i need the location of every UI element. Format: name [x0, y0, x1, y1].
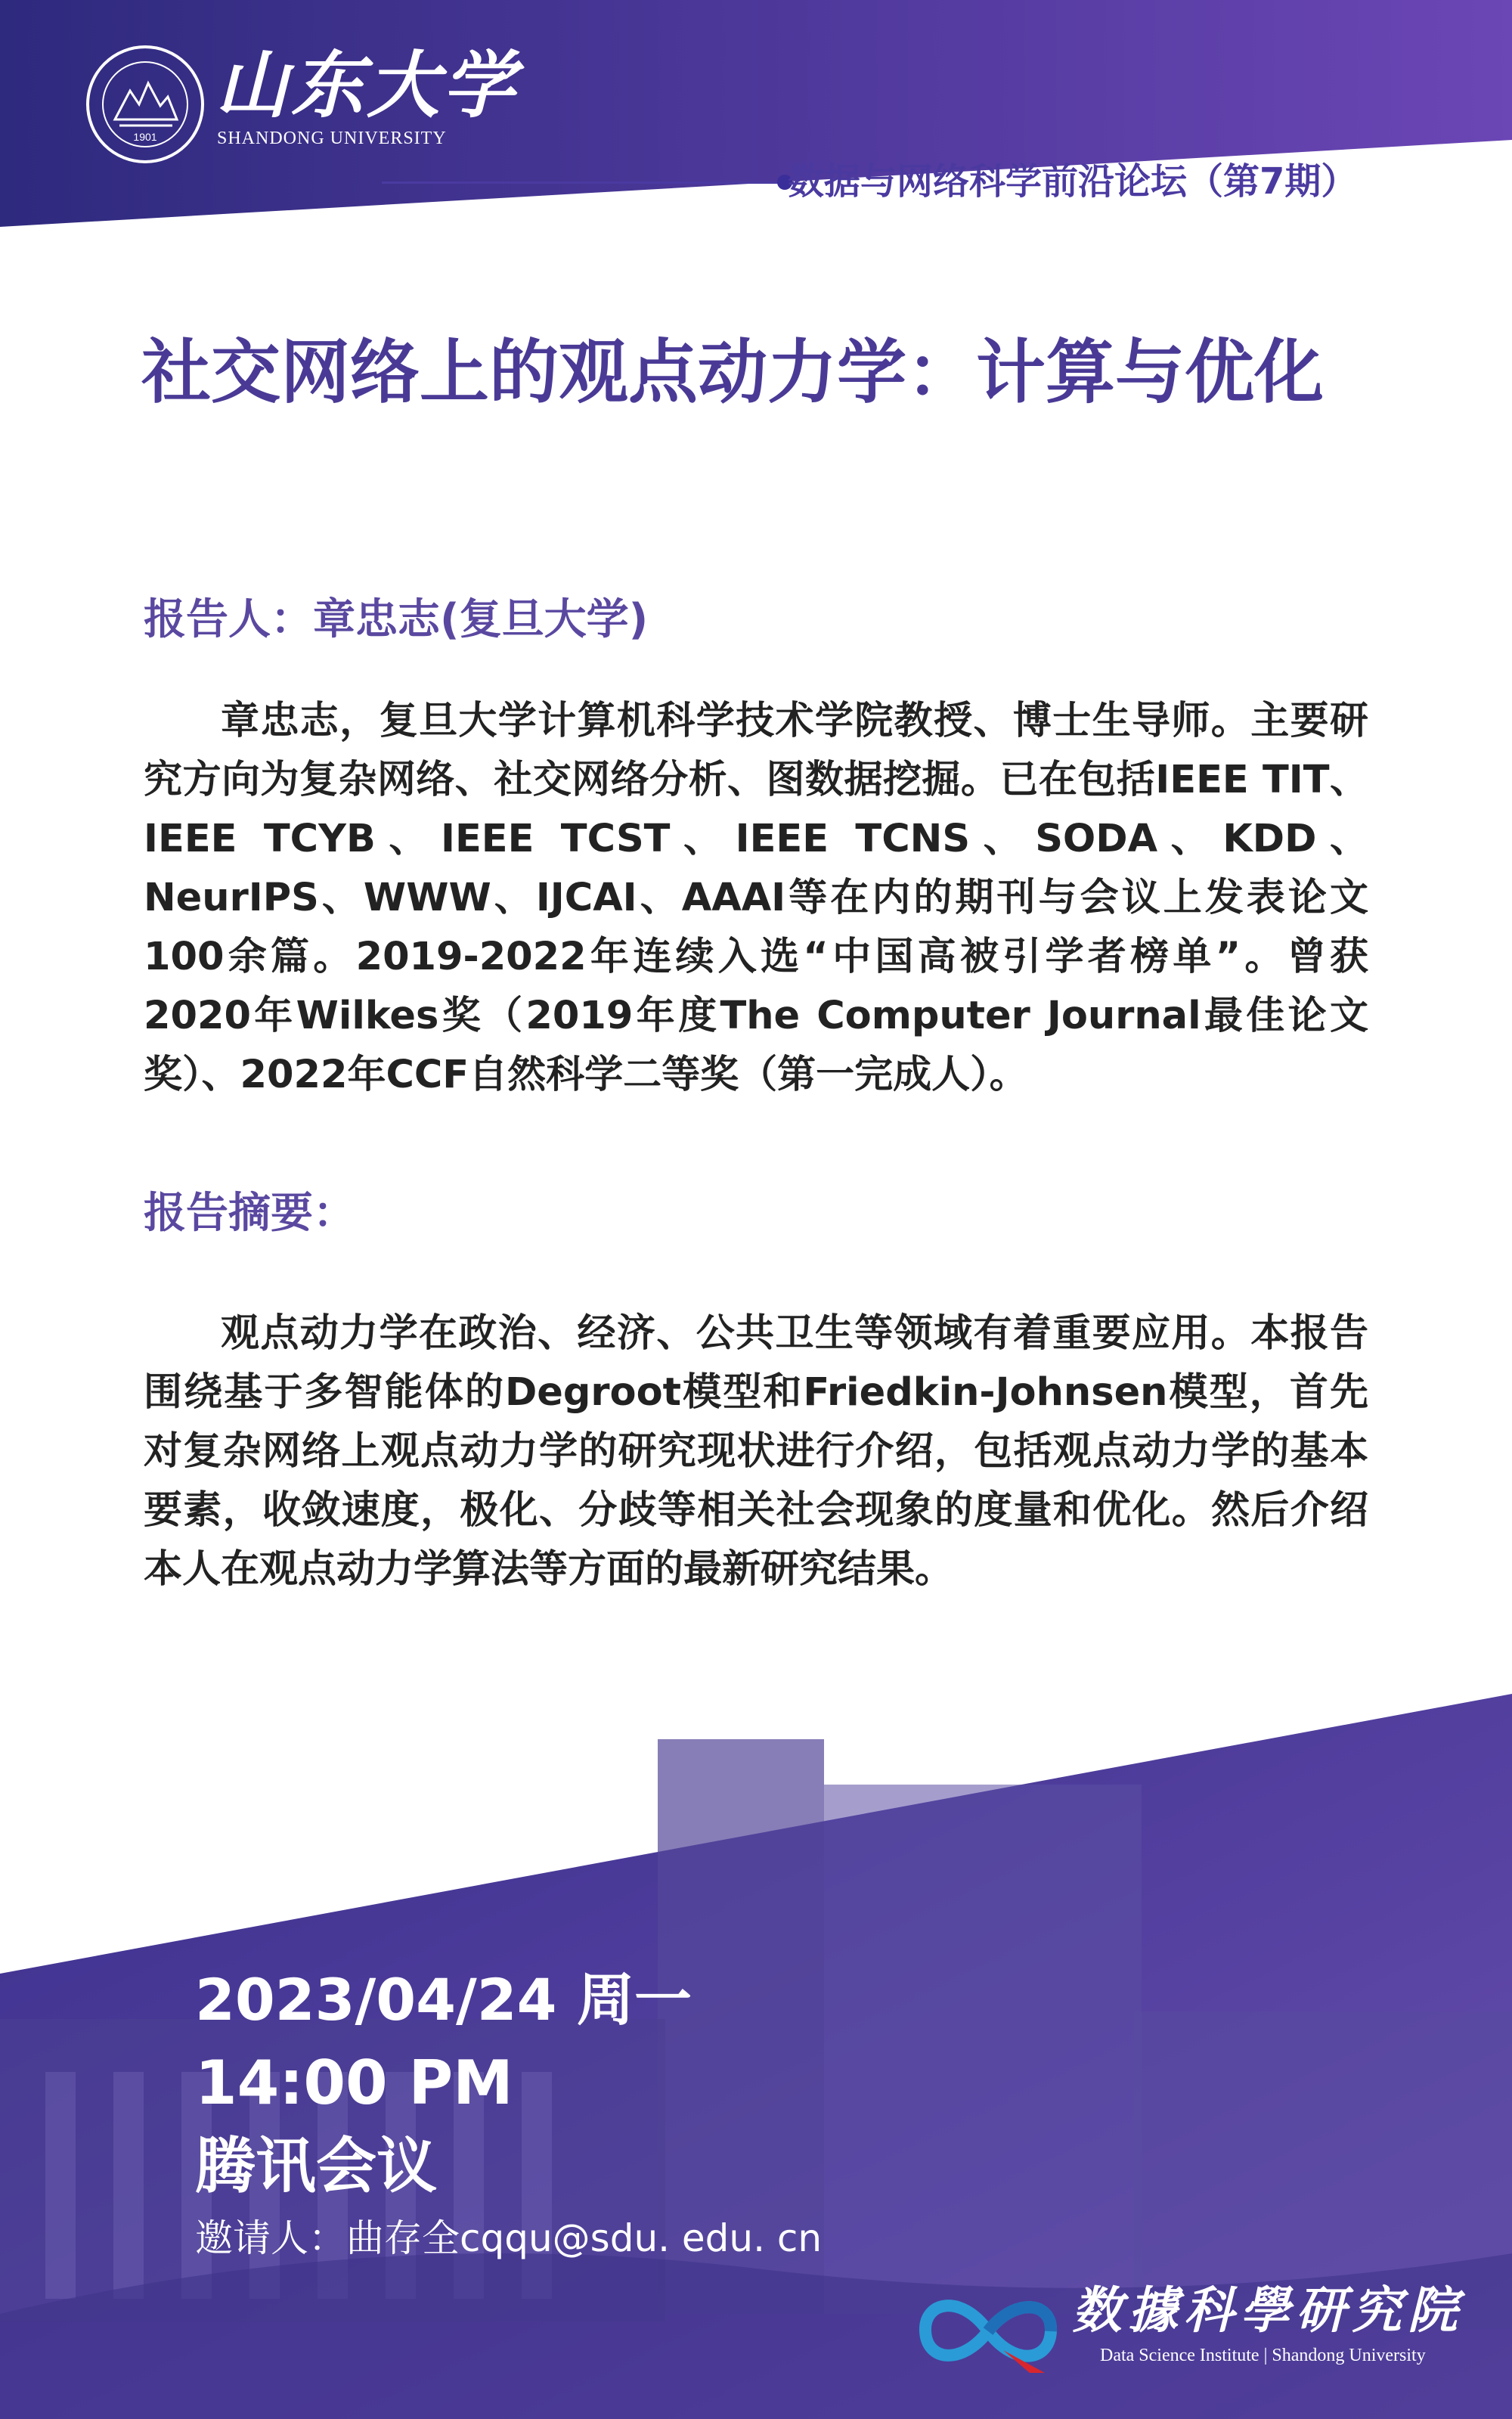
event-venue: 腾讯会议 — [195, 2131, 437, 2201]
abstract-heading: 报告摘要： — [144, 1189, 355, 1238]
speaker-bio: 章忠志，复旦大学计算机科学技术学院教授、博士生导师。主要研究方向为复杂网络、社交网络分析、图数据挖掘。已在包括IEEE TIT、IEEE TCYB、IEEE TCST、IEEE TCNS、SODA、KDD、NeurIPS、WWW、IJCAI、AAAI等在内的期刊与会议上发表论文100余篇。2019-2022年连续入选“中国高被引学者榜单”。曾获2020年Wilkes奖（2019年度The Computer Journal最佳论文奖）、2022年CCF自然科学二等奖（第一完成人）。 — [144, 699, 1368, 1097]
event-date: 2023/04/24 周一 — [195, 1966, 692, 2033]
event-time: 14:00 PM — [195, 2048, 513, 2118]
university-name-cn: 山东大学 — [215, 42, 518, 128]
university-name-en: SHANDONG UNIVERSITY — [217, 129, 447, 148]
event-inviter: 邀请人：曲存全cqqu@sdu. edu. cn — [195, 2216, 823, 2260]
forum-title: 数据与网络科学前沿论坛（第7期） — [788, 160, 1358, 203]
data-science-institute-logo — [916, 2282, 1060, 2380]
abstract-text: 观点动力学在政治、经济、公共卫生等领域有着重要应用。本报告围绕基于多智能体的Degroot模型和Friedkin-Johnsen模型，首先对复杂网络上观点动力学的研究现状进行介绍，包括观点动力学的基本要素，收敛速度，极化、分歧等相关社会现象的度量和优化。然后介绍本人在观点动力学算法等方面的最新研究结果。 — [144, 1311, 1368, 1592]
seal-year: 1901 — [133, 131, 157, 143]
speaker-heading: 报告人：章忠志(复旦大学) — [144, 595, 649, 644]
university-seal-logo — [85, 44, 206, 165]
institute-name-en: Data Science Institute | Shandong University — [1100, 2346, 1426, 2365]
institute-name-cn: 数據科學研究院 — [1072, 2281, 1464, 2340]
forum-divider-line — [382, 181, 794, 184]
talk-title: 社交网络上的观点动力学：计算与优化 — [141, 332, 1325, 413]
